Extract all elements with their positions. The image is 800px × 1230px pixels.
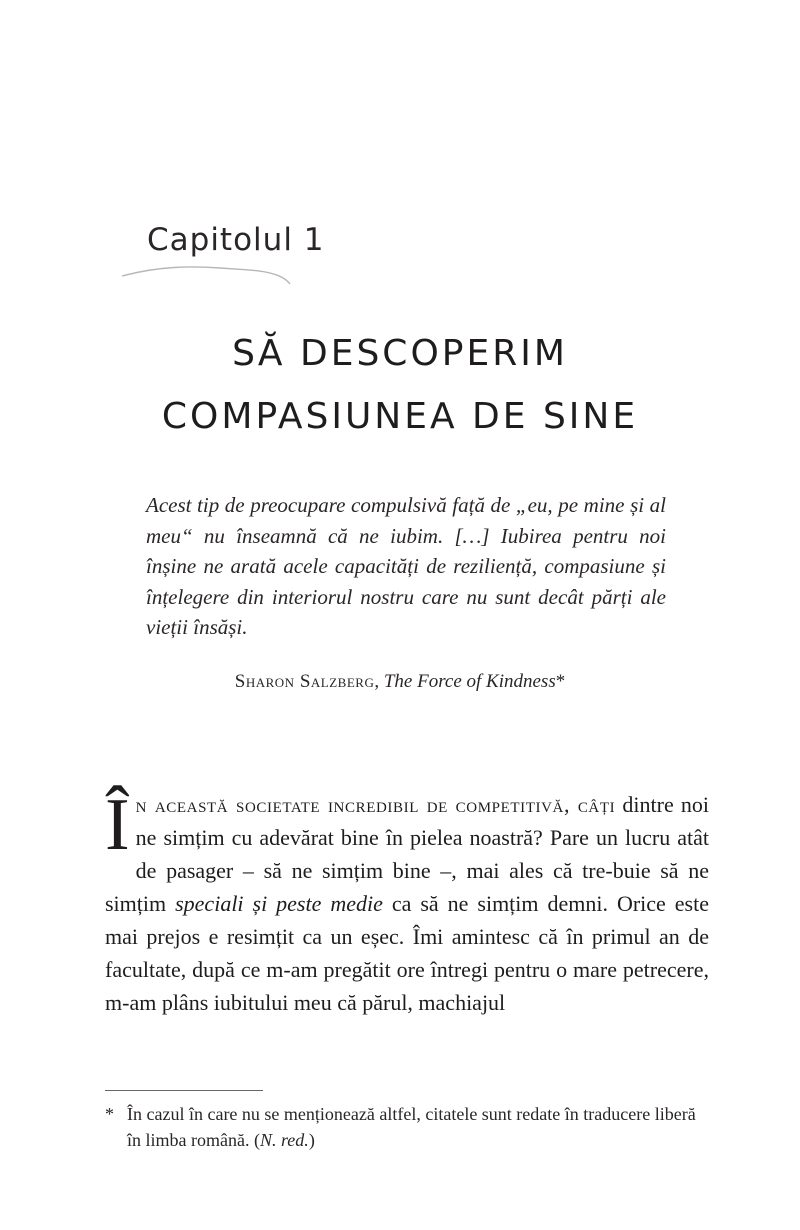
body-text-part-2: ca să ne simțim demni. Orice este mai prejos e resimțit ca un eșec. Îmi amintesc că în primul an de facultate, după ce m-am pregătit ore întregi pentru o mare petrecere, m-am plâns iubitului meu că părul, machiajul <box>105 891 709 1015</box>
chapter-title <box>0 322 800 448</box>
footnote-close: ) <box>308 1130 315 1150</box>
epigraph-separator: , <box>374 671 384 692</box>
drop-cap: Î <box>105 784 130 866</box>
chapter-label: Capitolul 1 <box>147 222 325 258</box>
chapter-title-line-1: SĂ DESCOPERIM <box>232 333 568 374</box>
chapter-title-line-2: COMPASIUNEA DE SINE <box>161 396 639 437</box>
footnote-rule <box>105 1090 263 1091</box>
body-emphasis: speciali și peste medie <box>175 891 383 916</box>
decorative-swash <box>120 258 295 288</box>
footnote <box>105 1101 709 1153</box>
epigraph-source <box>0 671 800 693</box>
footnote-text: În cazul în care nu se menționează altfel, citatele sunt redate în traducere liberă în limba română. ( <box>127 1104 696 1150</box>
epigraph-footnote-mark: * <box>555 671 566 692</box>
epigraph-author: Sharon Salzberg <box>234 671 375 692</box>
body-paragraph <box>105 784 709 1019</box>
footnote-italic: N. red. <box>259 1130 309 1150</box>
body-text-part-1: dintre noi ne simțim cu adevărat bine în pielea noastră? Pare un lucru atât de pasager – să ne simțim bine –, mai ales că tre-buie să ne simțim <box>105 792 709 916</box>
epigraph-book: The Force of Kindness <box>383 671 556 692</box>
footnote-mark: * <box>105 1104 114 1124</box>
lead-in-small-caps: n această societate incredibil de competitivă, câți <box>135 792 616 817</box>
epigraph-quote: Acest tip de preocupare compulsivă față de „eu, pe mine și al meu“ nu înseamnă că ne iubim. […] Iubirea pentru noi înșine ne arată acele capacități de reziliență, compasiune și înțelegere din interiorul nostru care nu sunt decât părți ale vieții însăși. <box>146 493 666 639</box>
